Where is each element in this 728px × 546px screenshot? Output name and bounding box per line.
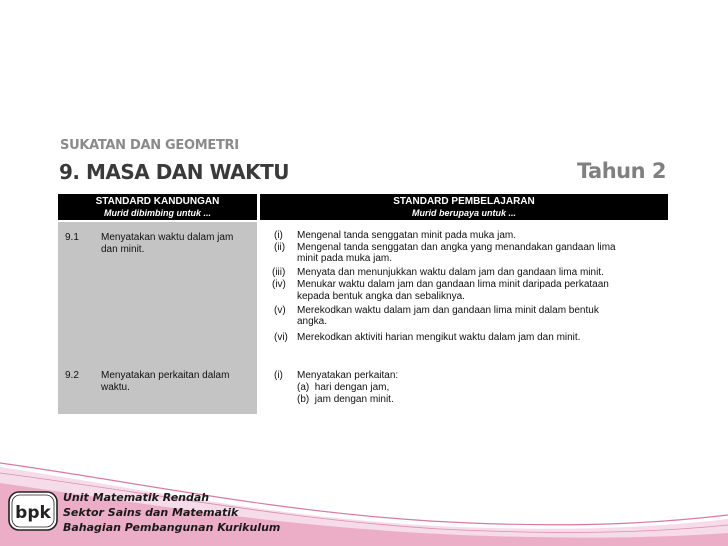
year-label: Tahun 2 [576,159,666,183]
learning-standard-column [260,222,668,414]
objective-numeral: (vi) [274,332,288,343]
objective-text: kepada bentuk angka dan sebaliknya. [297,291,465,302]
objective-text: Mengenal tanda senggatan dan angka yang menandakan gandaan lima [297,242,616,253]
bpk-logo [7,490,59,532]
standard-text-line: Menyatakan waktu dalam jam [101,232,234,243]
objective-subitem [297,394,394,406]
standard-text-line: dan minit. [101,244,145,255]
standard-text-line: Menyatakan perkaitan dalam [101,370,230,381]
subject-heading: SUKATAN DAN GEOMETRI [60,138,239,153]
objective-text: minit pada muka jam. [297,253,393,264]
objective-text: Menyatakan perkaitan: [297,370,399,381]
curriculum-table [58,194,668,414]
objective-text: Merekodkan waktu dalam jam dan gandaan lima minit dalam bentuk [297,305,599,316]
objective-numeral: (iii) [272,267,286,278]
learning-standard-subtitle: Murid berupaya untuk ... [411,208,516,218]
content-standard-column [58,222,257,414]
footer-line-division: Bahagian Pembangunan Kurikulum [63,521,281,534]
objective-text: Mengenal tanda senggatan minit pada muka jam. [297,230,517,241]
objective-numeral: (ii) [274,242,286,253]
learning-standard-header [260,194,668,220]
topic-title: 9. MASA DAN WAKTU [59,160,290,184]
content-standard-subtitle: Murid dibimbing untuk ... [104,208,211,218]
objective-text: angka. [297,316,328,327]
content-standard-title: STANDARD KANDUNGAN [95,196,220,207]
objective-text: Menukar waktu dalam jam dan gandaan lima minit daripada perkataan [297,279,609,290]
standard-number: 9.2 [65,370,79,381]
subitem-text: jam dengan minit. [314,394,394,405]
standard-text [101,232,233,256]
standard-text [101,370,229,394]
objective-numeral: (v) [274,305,286,316]
objective-numeral: (i) [274,230,283,241]
objective-numeral: (i) [274,370,283,381]
subitem-letter: (a) [297,382,310,393]
subitem-letter: (b) [297,394,310,405]
footer-line-unit: Unit Matematik Rendah [63,491,210,504]
content-standard-header [58,194,257,220]
logo-text: bpk [15,503,51,523]
learning-standard-title: STANDARD PEMBELAJARAN [393,196,535,207]
subitem-text: hari dengan jam, [314,382,390,393]
standard-text-line: waktu. [101,382,130,393]
standard-number: 9.1 [65,232,79,243]
objective-text: Merekodkan aktiviti harian mengikut waktu dalam jam dan minit. [297,332,581,343]
objective-numeral: (iv) [272,279,286,290]
footer-line-sector: Sektor Sains dan Matematik [63,506,239,519]
objective-text: Menyata dan menunjukkan waktu dalam jam dan gandaan lima minit. [297,267,604,278]
objective-subitem [297,382,389,394]
